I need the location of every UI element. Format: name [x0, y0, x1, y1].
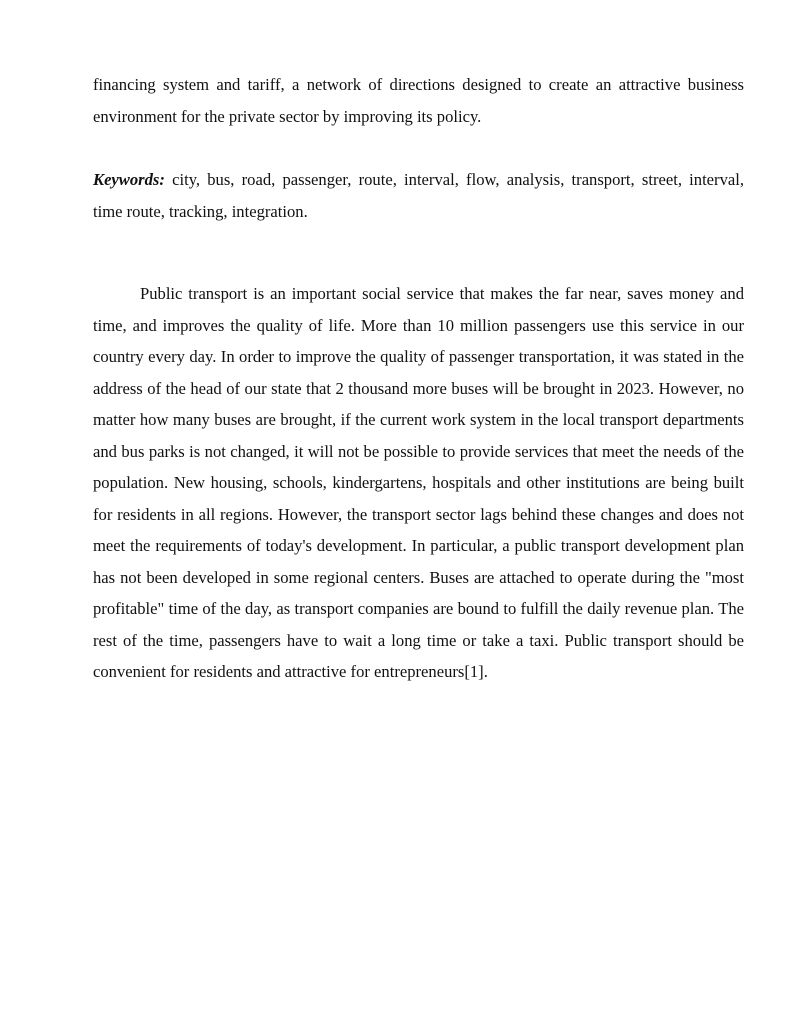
keywords-label: Keywords:	[93, 170, 165, 189]
keywords-line	[93, 164, 744, 227]
keywords-list: city, bus, road, passenger, route, interval, flow, analysis, transport, street, interval, time route, tracking, integration.	[93, 170, 744, 221]
body-paragraph: Public transport is an important social service that makes the far near, saves money and time, and improves the quality of life. More than 10 million passengers use this service in our country every day. In order to improve the quality of passenger transportation, it was stated in the address of the head of our state that 2 thousand more buses will be brought in 2023. However, no matter how many buses are brought, if the current work system in the local transport departments and bus parks is not changed, it will not be possible to provide services that meet the needs of the population. New housing, schools, kindergartens, hospitals and other institutions are being built for residents in all regions. However, the transport sector lags behind these changes and does not meet the requirements of today's development. In particular, a public transport development plan has not been developed in some regional centers. Buses are attached to operate during the "most profitable" time of the day, as transport companies are bound to fulfill the daily revenue plan. The rest of the time, passengers have to wait a long time or take a taxi. Public transport should be convenient for residents and attractive for entrepreneurs[1].	[93, 284, 744, 681]
document-page	[93, 69, 744, 688]
abstract-continuation: financing system and tariff, a network of directions designed to create an attractive business environment for the private sector by improving its policy.	[93, 75, 744, 126]
